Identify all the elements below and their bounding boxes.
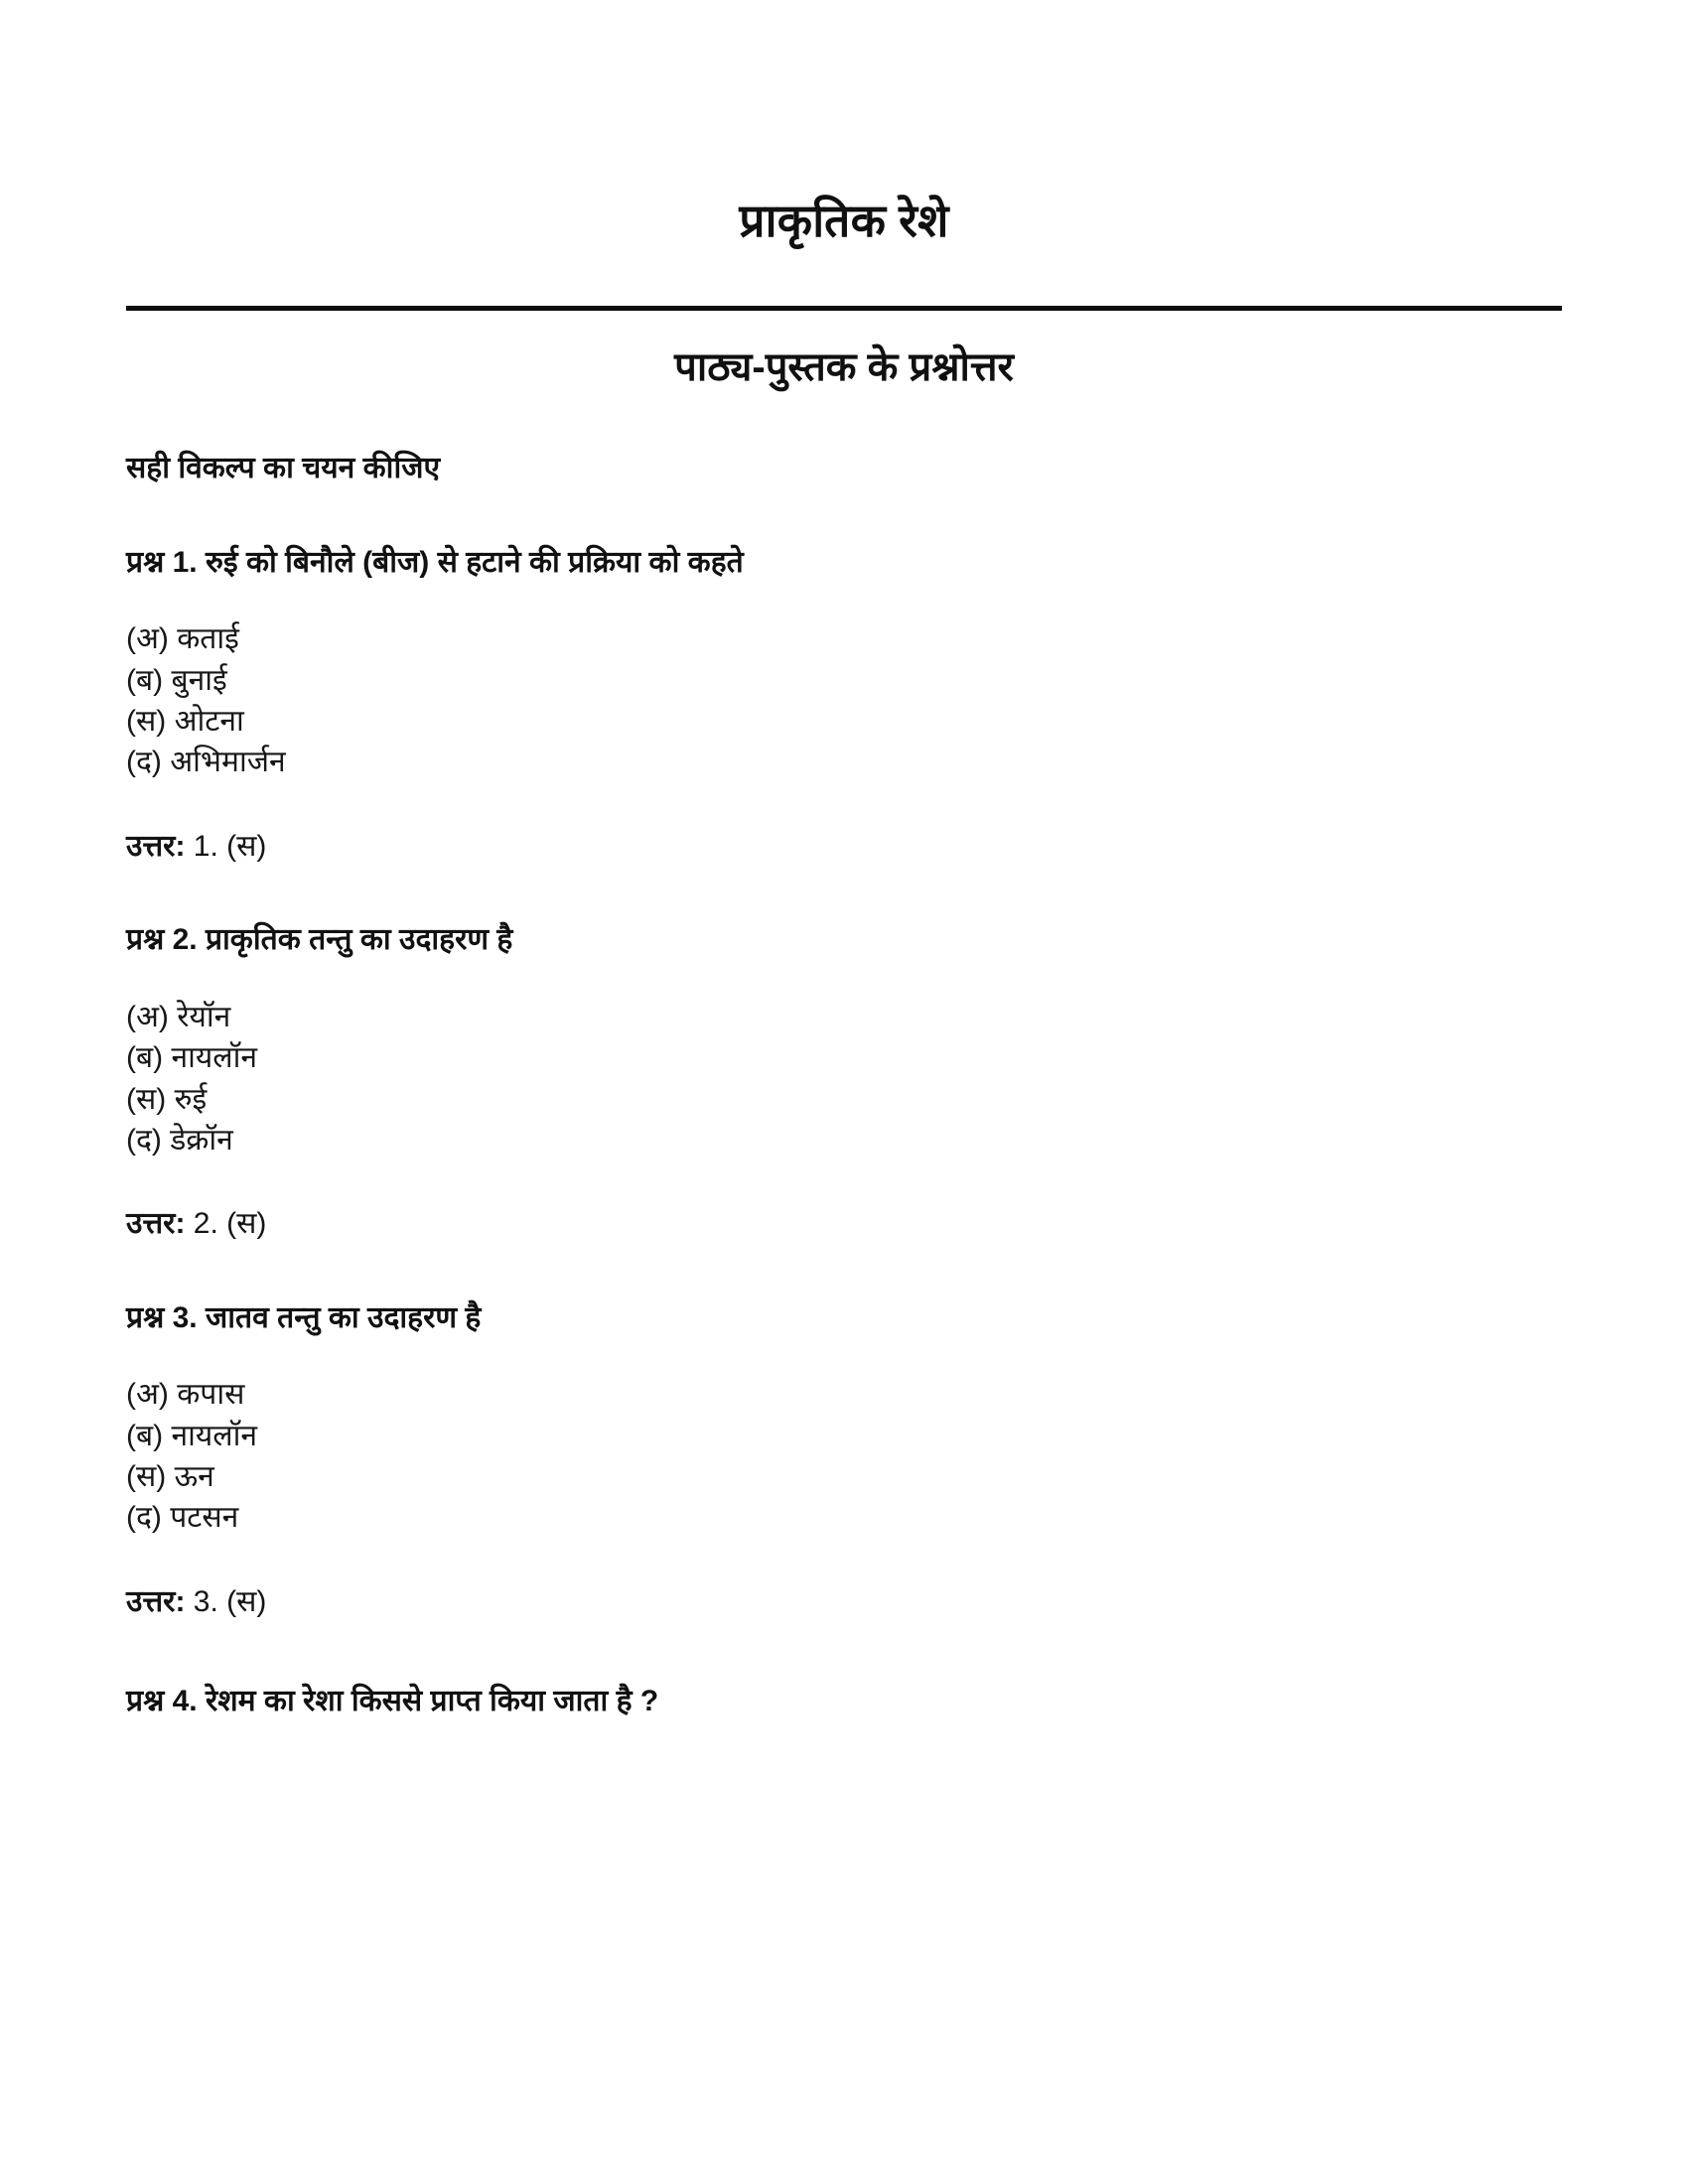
question-block (126, 489, 1562, 868)
instruction-text: सही विकल्प का चयन कीजिए (126, 452, 441, 485)
question-prompt: प्रश्न 1. रुई को बिनौले (बीज) से हटाने की प्रक्रिया को कहते (126, 545, 744, 579)
answer-label: उत्तर: (126, 1584, 186, 1618)
answer-value: 3. (स) (193, 1584, 267, 1618)
answer-value: 1. (स) (193, 829, 267, 863)
answer-label: उत्तर: (126, 1207, 186, 1241)
option-list (126, 961, 1562, 1161)
answer-value: 2. (स) (193, 1207, 267, 1241)
question-block (126, 867, 1562, 1245)
answer-label: उत्तर: (126, 829, 186, 863)
option-item: (ब) बुनाई (126, 663, 227, 697)
question-prompt: प्रश्न 3. जातव तन्तु का उदाहरण है (126, 1300, 482, 1334)
option-item: (स) ओटना (126, 704, 244, 738)
option-item: (अ) कपास (126, 1378, 245, 1412)
option-item: (स) ऊन (126, 1460, 214, 1494)
question-block (126, 1245, 1562, 1623)
answer-line (126, 1539, 1562, 1623)
option-item: (अ) कताई (126, 622, 239, 656)
option-item: (द) डेक्रॉन (126, 1123, 233, 1157)
section-subtitle: पाठ्य-पुस्तक के प्रश्नोत्तर (674, 345, 1014, 390)
option-list (126, 1338, 1562, 1539)
option-item: (द) अभिमार्जन (126, 746, 286, 779)
answer-line (126, 1160, 1562, 1245)
question-prompt: प्रश्न 2. प्राकृतिक तन्तु का उदाहरण है (126, 923, 513, 957)
question-prompt: प्रश्न 4. रेशम का रेशा किससे प्राप्त किया जाता है ? (126, 1685, 659, 1718)
page-title: प्राकृतिक रेशे (739, 195, 949, 246)
option-item: (स) रुई (126, 1082, 208, 1116)
option-list (126, 583, 1562, 783)
question-block (126, 1622, 1562, 1722)
questions-container (0, 391, 1688, 1722)
option-item: (अ) रेयॉन (126, 1000, 231, 1033)
option-item: (ब) नायलॉन (126, 1041, 258, 1075)
option-item: (ब) नायलॉन (126, 1419, 258, 1452)
option-item: (द) पटसन (126, 1501, 239, 1535)
answer-line (126, 783, 1562, 868)
